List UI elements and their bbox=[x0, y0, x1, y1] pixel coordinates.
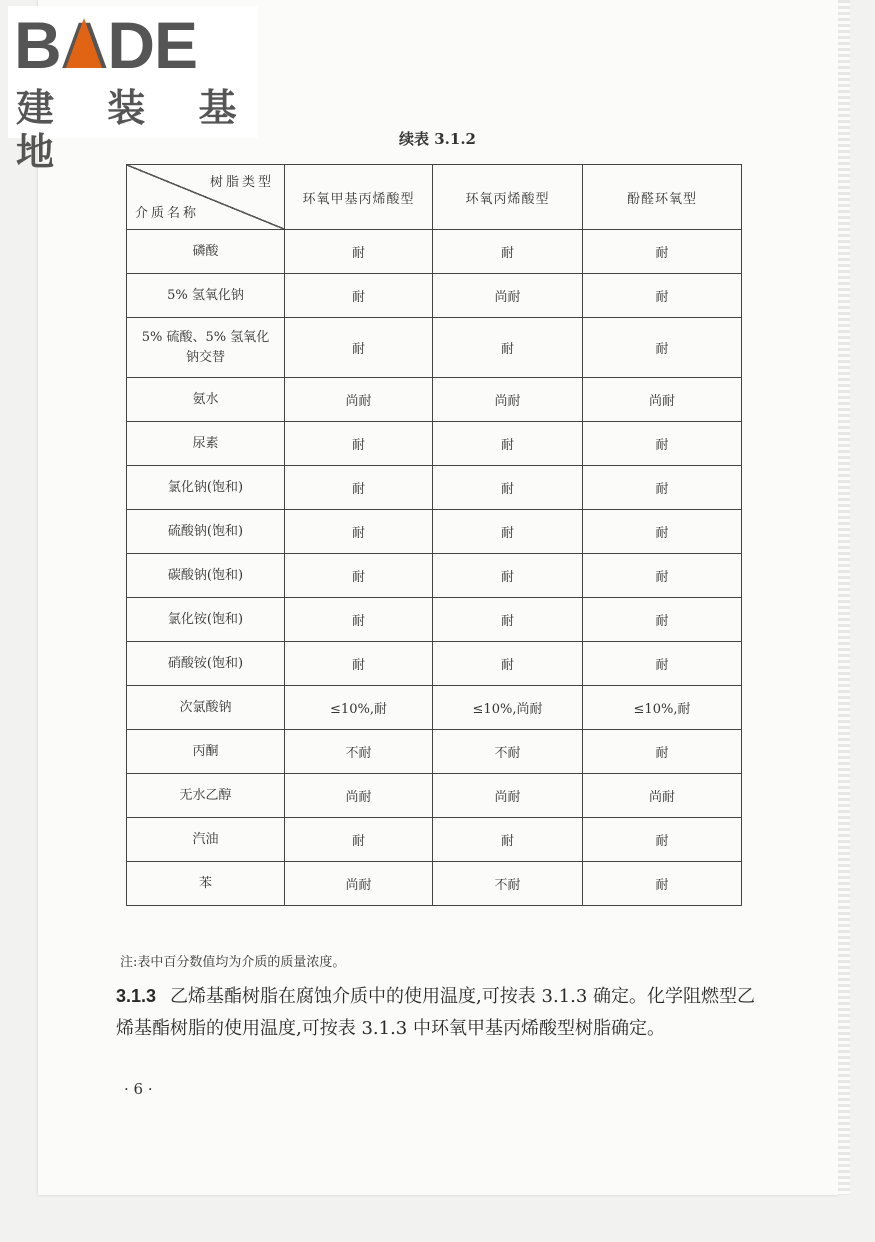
clause-number: 3.1.3 bbox=[116, 986, 157, 1006]
medium-name-cell: 丙酮 bbox=[127, 730, 285, 774]
logo-triangle-icon bbox=[66, 18, 102, 68]
resistance-cell: 耐 bbox=[285, 510, 433, 554]
resistance-cell: 尚耐 bbox=[285, 378, 433, 422]
resistance-cell: 耐 bbox=[285, 818, 433, 862]
resistance-cell: 耐 bbox=[433, 598, 583, 642]
resistance-cell: 尚耐 bbox=[285, 862, 433, 906]
resistance-cell: 耐 bbox=[433, 466, 583, 510]
resistance-cell: 耐 bbox=[583, 598, 742, 642]
resistance-cell: 耐 bbox=[285, 466, 433, 510]
medium-name-cell: 氨水 bbox=[127, 378, 285, 422]
resistance-cell: 耐 bbox=[433, 642, 583, 686]
resistance-cell: 耐 bbox=[433, 318, 583, 378]
resistance-cell: 耐 bbox=[433, 818, 583, 862]
medium-name-cell: 尿素 bbox=[127, 422, 285, 466]
table-row bbox=[127, 642, 742, 686]
table-row bbox=[127, 230, 742, 274]
resistance-cell: 耐 bbox=[433, 554, 583, 598]
resistance-cell: 尚耐 bbox=[433, 274, 583, 318]
medium-name-cell: 硫酸钠(饱和) bbox=[127, 510, 285, 554]
resistance-cell: 耐 bbox=[583, 642, 742, 686]
resistance-cell: 耐 bbox=[285, 642, 433, 686]
resistance-cell: 耐 bbox=[583, 230, 742, 274]
resistance-cell: ≤10%,尚耐 bbox=[433, 686, 583, 730]
resistance-cell: 耐 bbox=[583, 730, 742, 774]
resistance-cell: 耐 bbox=[285, 274, 433, 318]
resistance-cell: 耐 bbox=[583, 422, 742, 466]
column-header: 酚醛环氧型 bbox=[583, 165, 742, 230]
resistance-cell: 耐 bbox=[433, 230, 583, 274]
resistance-cell: 耐 bbox=[583, 510, 742, 554]
table-caption: 续表 3.1.2 bbox=[399, 130, 476, 148]
corner-resin-type: 树脂类型 bbox=[209, 175, 274, 190]
resistance-cell: 尚耐 bbox=[583, 774, 742, 818]
logo-wordmark: BADE bbox=[14, 8, 198, 82]
resistance-cell: 尚耐 bbox=[583, 378, 742, 422]
resistance-cell: 耐 bbox=[583, 318, 742, 378]
clause-text: 乙烯基酯树脂在腐蚀介质中的使用温度,可按表 3.1.3 确定。化学阻燃型乙烯基酯树脂的使用温度,可按表 3.1.3 中环氧甲基丙烯酸型树脂确定。 bbox=[116, 986, 756, 1039]
resistance-cell: ≤10%,耐 bbox=[583, 686, 742, 730]
resistance-cell: 耐 bbox=[285, 554, 433, 598]
resistance-cell: 耐 bbox=[583, 274, 742, 318]
resistance-cell: 耐 bbox=[583, 466, 742, 510]
table-row bbox=[127, 274, 742, 318]
table-row bbox=[127, 686, 742, 730]
page-edge bbox=[838, 0, 850, 1195]
table-row bbox=[127, 422, 742, 466]
resistance-table bbox=[126, 164, 742, 906]
medium-name-cell: 硝酸铵(饱和) bbox=[127, 642, 285, 686]
column-header: 环氧丙烯酸型 bbox=[433, 165, 583, 230]
logo-subtitle: 建 装 基 地 bbox=[16, 86, 257, 174]
resistance-cell: 尚耐 bbox=[433, 378, 583, 422]
medium-name-cell: 次氯酸钠 bbox=[127, 686, 285, 730]
table-row bbox=[127, 730, 742, 774]
resistance-cell: 尚耐 bbox=[433, 774, 583, 818]
resistance-cell: 不耐 bbox=[433, 862, 583, 906]
brand-logo bbox=[8, 6, 258, 174]
medium-name-cell: 氯化铵(饱和) bbox=[127, 598, 285, 642]
medium-name-cell: 苯 bbox=[127, 862, 285, 906]
table-note: 注:表中百分数值均为介质的质量浓度。 bbox=[120, 955, 346, 970]
column-header: 环氧甲基丙烯酸型 bbox=[285, 165, 433, 230]
medium-name-cell: 氯化钠(饱和) bbox=[127, 466, 285, 510]
medium-name-cell: 汽油 bbox=[127, 818, 285, 862]
clause-paragraph bbox=[116, 980, 756, 1045]
resistance-cell: 不耐 bbox=[433, 730, 583, 774]
table-row bbox=[127, 466, 742, 510]
medium-name-cell: 5% 硫酸、5% 氢氧化钠交替 bbox=[127, 318, 285, 378]
table-row bbox=[127, 598, 742, 642]
table-row bbox=[127, 818, 742, 862]
resistance-cell: 耐 bbox=[583, 554, 742, 598]
resistance-cell: 尚耐 bbox=[285, 774, 433, 818]
resistance-cell: 耐 bbox=[285, 422, 433, 466]
medium-name-cell: 磷酸 bbox=[127, 230, 285, 274]
resistance-cell: 耐 bbox=[433, 422, 583, 466]
resistance-cell: 不耐 bbox=[285, 730, 433, 774]
corner-medium-name: 介质名称 bbox=[135, 206, 200, 221]
resistance-cell: 耐 bbox=[285, 318, 433, 378]
medium-name-cell: 碳酸钠(饱和) bbox=[127, 554, 285, 598]
page-number: · 6 · bbox=[124, 1080, 153, 1098]
resistance-cell: 耐 bbox=[583, 818, 742, 862]
table-row bbox=[127, 510, 742, 554]
resistance-cell: ≤10%,耐 bbox=[285, 686, 433, 730]
resistance-cell: 耐 bbox=[433, 510, 583, 554]
table-row bbox=[127, 318, 742, 378]
table-row bbox=[127, 378, 742, 422]
medium-name-cell: 5% 氢氧化钠 bbox=[127, 274, 285, 318]
resistance-cell: 耐 bbox=[285, 230, 433, 274]
resistance-cell: 耐 bbox=[285, 598, 433, 642]
table-row bbox=[127, 774, 742, 818]
table-corner-header bbox=[127, 165, 285, 230]
medium-name-cell: 无水乙醇 bbox=[127, 774, 285, 818]
resistance-cell: 耐 bbox=[583, 862, 742, 906]
table-row bbox=[127, 554, 742, 598]
table-row bbox=[127, 862, 742, 906]
